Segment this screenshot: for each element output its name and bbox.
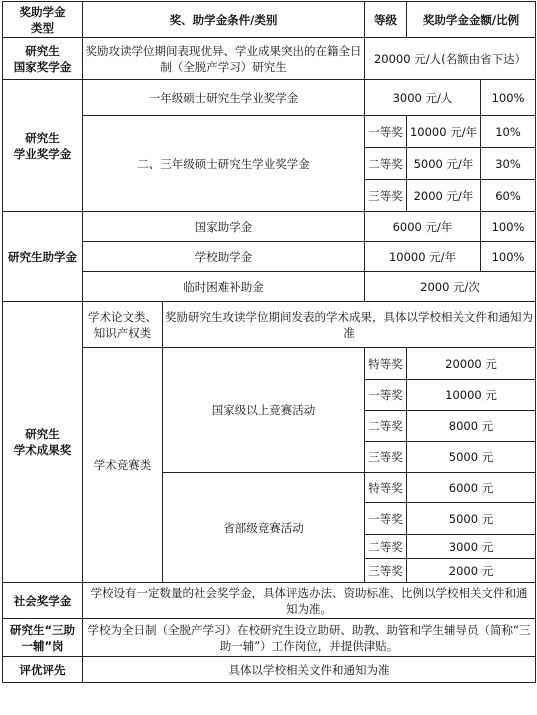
provincial-grade: 特等奖 — [365, 473, 407, 503]
senior-amount: 5000 元/年 — [407, 148, 481, 180]
header-condition: 奖、助学金条件/类别 — [83, 2, 365, 38]
header-amount: 奖助学金金额/比例 — [407, 2, 536, 38]
senior-amount: 10000 元/年 — [407, 116, 481, 148]
academic-scholarship-name: 研究生 学业奖学金 — [3, 80, 83, 212]
provincial-amount: 2000 元 — [407, 559, 536, 583]
national-grade: 三等奖 — [365, 442, 407, 473]
achievement-name: 研究生 学术成果奖 — [3, 302, 83, 583]
national-amount: 8000 元 — [407, 411, 536, 442]
senior-ratio: 10% — [481, 116, 536, 148]
provincial-grade: 三等奖 — [365, 559, 407, 583]
senior-grade: 一等奖 — [365, 116, 407, 148]
senior-grade: 三等奖 — [365, 180, 407, 212]
national-grade: 二等奖 — [365, 411, 407, 442]
header-grade: 等级 — [365, 2, 407, 38]
senior-grade: 二等奖 — [365, 148, 407, 180]
papers-label: 学术论文类、知识产权类 — [83, 302, 163, 348]
social-scholarship-name: 社会奖学金 — [3, 583, 83, 619]
grant-school-label: 学校助学金 — [83, 242, 365, 272]
three-assist-name: 研究生“三助一辅”岗 — [3, 619, 83, 657]
national-grade: 特等奖 — [365, 348, 407, 380]
grant-national-ratio: 100% — [481, 212, 536, 242]
provincial-amount: 6000 元 — [407, 473, 536, 503]
national-scholarship-amount: 20000 元/人(名额由省下达） — [365, 38, 536, 80]
provincial-competition-label: 省部级竞赛活动 — [163, 473, 365, 583]
grant-national-amount: 6000 元/年 — [365, 212, 481, 242]
grant-hardship-amount: 2000 元/次 — [365, 272, 536, 302]
provincial-amount: 5000 元 — [407, 503, 536, 535]
grant-hardship-label: 临时困难补助金 — [83, 272, 365, 302]
provincial-grade: 一等奖 — [365, 503, 407, 535]
senior-ratio: 60% — [481, 180, 536, 212]
national-amount: 5000 元 — [407, 442, 536, 473]
awards-name: 评优评先 — [3, 657, 83, 683]
awards-desc: 具体以学校相关文件和通知为准 — [83, 657, 536, 683]
first-year-ratio: 100% — [481, 80, 536, 116]
grant-school-amount: 10000 元/年 — [365, 242, 481, 272]
senior-amount: 2000 元/年 — [407, 180, 481, 212]
provincial-grade: 二等奖 — [365, 535, 407, 559]
national-amount: 10000 元 — [407, 380, 536, 411]
senior-years-label: 二、三年级硕士研究生学业奖学金 — [83, 116, 365, 212]
national-competition-label: 国家级以上竞赛活动 — [163, 348, 365, 473]
first-year-label: 一年级硕士研究生学业奖学金 — [83, 80, 365, 116]
national-scholarship-name: 研究生 国家奖学金 — [3, 38, 83, 80]
three-assist-desc: 学校为全日制（全脱产学习）在校研究生设立助研、助教、助管和学生辅导员（简称“三助一辅”）工作岗位，并提供津贴。 — [83, 619, 536, 657]
papers-desc: 奖励研究生攻读学位期间发表的学术成果，具体以学校相关文件和通知为准 — [163, 302, 536, 348]
senior-ratio: 30% — [481, 148, 536, 180]
first-year-amount: 3000 元/人 — [365, 80, 481, 116]
social-scholarship-desc: 学校设有一定数量的社会奖学金，具体评选办法、资助标准、比例以学校相关文件和通知为准。 — [83, 583, 536, 619]
national-scholarship-condition: 奖励攻读学位期间表现优异、学业成果突出的在籍全日制（全脱产学习）研究生 — [83, 38, 365, 80]
header-type: 奖助学金 类型 — [3, 2, 83, 38]
scholarship-table — [2, 1, 536, 683]
grant-national-label: 国家助学金 — [83, 212, 365, 242]
grant-name: 研究生助学金 — [3, 212, 83, 302]
national-grade: 一等奖 — [365, 380, 407, 411]
national-amount: 20000 元 — [407, 348, 536, 380]
provincial-amount: 3000 元 — [407, 535, 536, 559]
grant-school-ratio: 100% — [481, 242, 536, 272]
competition-label: 学术竞赛类 — [83, 348, 163, 583]
